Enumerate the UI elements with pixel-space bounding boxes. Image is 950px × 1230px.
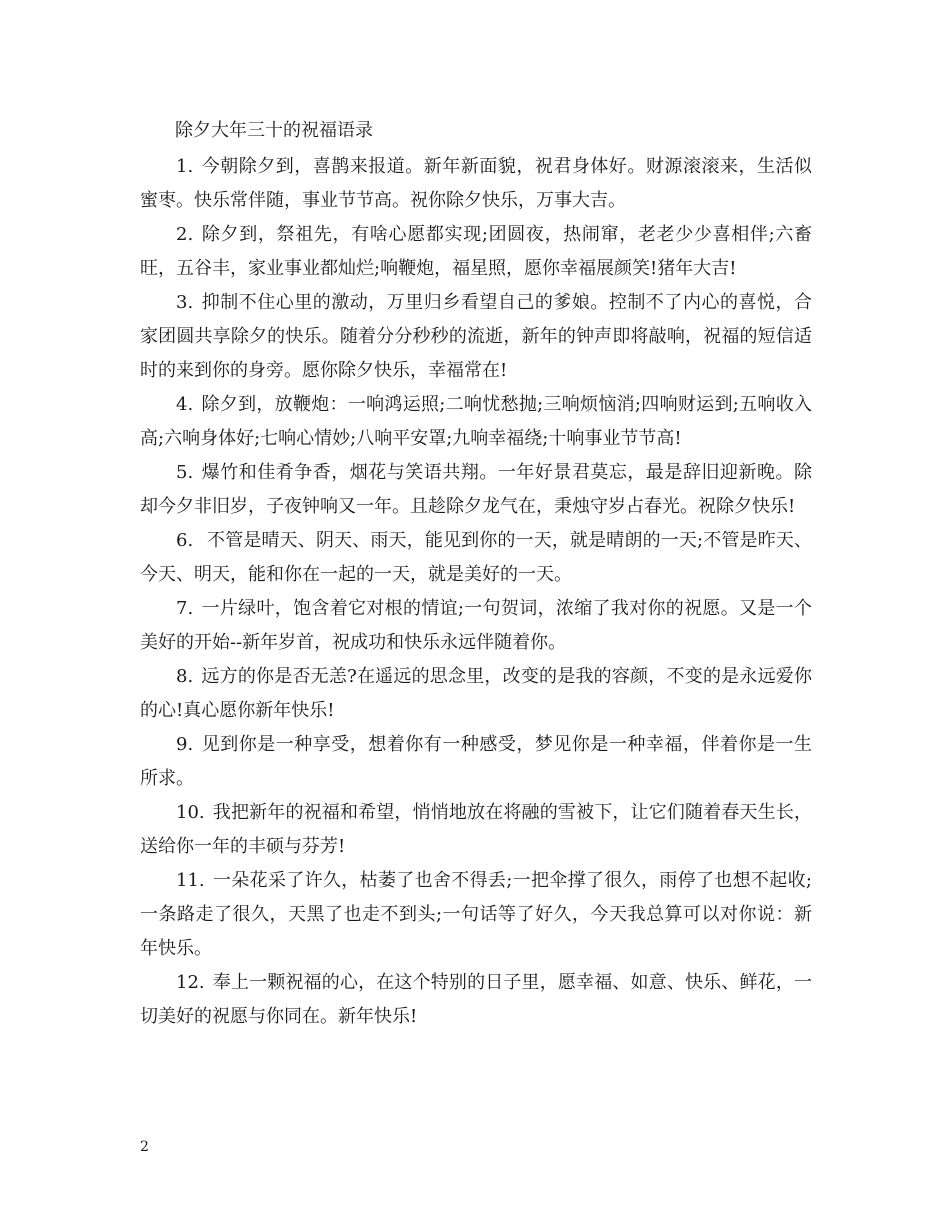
item-number: 12. (176, 972, 205, 993)
item-text: 见到你是一种享受，想着你有一种感受，梦见你是一种幸福，伴着你是一生所求。 (140, 734, 812, 789)
item-number: 5. (176, 462, 194, 483)
page-number: 2 (140, 1139, 149, 1155)
item-number: 4. (176, 394, 194, 415)
list-item (140, 388, 812, 456)
list-item (140, 864, 812, 966)
item-number: 1. (176, 156, 194, 177)
list-item (140, 218, 812, 286)
item-text: 奉上一颗祝福的心，在这个特别的日子里，愿幸福、如意、快乐、鲜花，一切美好的祝愿与你同在。新年快乐! (140, 972, 812, 1027)
item-text: 一朵花采了许久，枯萎了也舍不得丢;一把伞撑了很久，雨停了也想不起收;一条路走了很久，天黑了也走不到头;一句话等了好久，今天我总算可以对你说：新年快乐。 (140, 870, 812, 959)
list-item (140, 150, 812, 218)
item-number: 8. (176, 666, 194, 687)
list-item (140, 286, 812, 388)
item-text: 我把新年的祝福和希望，悄悄地放在将融的雪被下，让它们随着春天生长，送给你一年的丰硕与芬芳! (140, 802, 812, 857)
item-number: 6. (176, 530, 194, 551)
item-text: 一片绿叶，饱含着它对根的情谊;一句贺词，浓缩了我对你的祝愿。又是一个美好的开始--新年岁首，祝成功和快乐永远伴随着你。 (140, 598, 812, 653)
item-number: 10. (176, 802, 205, 823)
document-title: 除夕大年三十的祝福语录 (175, 120, 373, 141)
item-text: 不管是晴天、阴天、雨天，能见到你的一天，就是晴朗的一天;不管是昨天、今天、明天，能和你在一起的一天，就是美好的一天。 (140, 530, 812, 585)
item-number: 3. (176, 292, 194, 313)
item-number: 9. (176, 734, 194, 755)
list-item (140, 660, 812, 728)
item-text: 今朝除夕到，喜鹊来报道。新年新面貌，祝君身体好。财源滚滚来，生活似蜜枣。快乐常伴随，事业节节高。祝你除夕快乐，万事大吉。 (140, 156, 812, 211)
list-item (140, 728, 812, 796)
item-text: 除夕到，祭祖先，有啥心愿都实现;团圆夜，热闹窜，老老少少喜相伴;六畜旺，五谷丰，家业事业都灿烂;响鞭炮，福星照，愿你幸福展颜笑!猪年大吉! (140, 224, 812, 279)
item-text: 远方的你是否无恙?在遥远的思念里，改变的是我的容颜，不变的是永远爱你的心!真心愿你新年快乐! (140, 666, 812, 721)
list-item (140, 796, 812, 864)
item-text: 抑制不住心里的激动，万里归乡看望自己的爹娘。控制不了内心的喜悦，合家团圆共享除夕的快乐。随着分分秒秒的流逝，新年的钟声即将敲响，祝福的短信适时的来到你的身旁。愿你除夕快乐，幸福常在! (140, 292, 812, 381)
document-body (140, 150, 812, 1034)
list-item (140, 966, 812, 1034)
item-text: 除夕到，放鞭炮：一响鸿运照;二响忧愁抛;三响烦恼消;四响财运到;五响收入高;六响身体好;七响心情妙;八响平安罩;九响幸福绕;十响事业节节高! (140, 394, 812, 449)
list-item (140, 456, 812, 524)
list-item (140, 524, 812, 592)
item-number: 2. (176, 224, 194, 245)
list-item (140, 592, 812, 660)
item-number: 11. (176, 870, 205, 891)
item-number: 7. (176, 598, 194, 619)
item-text: 爆竹和佳肴争香，烟花与笑语共翔。一年好景君莫忘，最是辞旧迎新晚。除却今夕非旧岁，子夜钟响又一年。且趁除夕龙气在，秉烛守岁占春光。祝除夕快乐! (140, 462, 812, 517)
